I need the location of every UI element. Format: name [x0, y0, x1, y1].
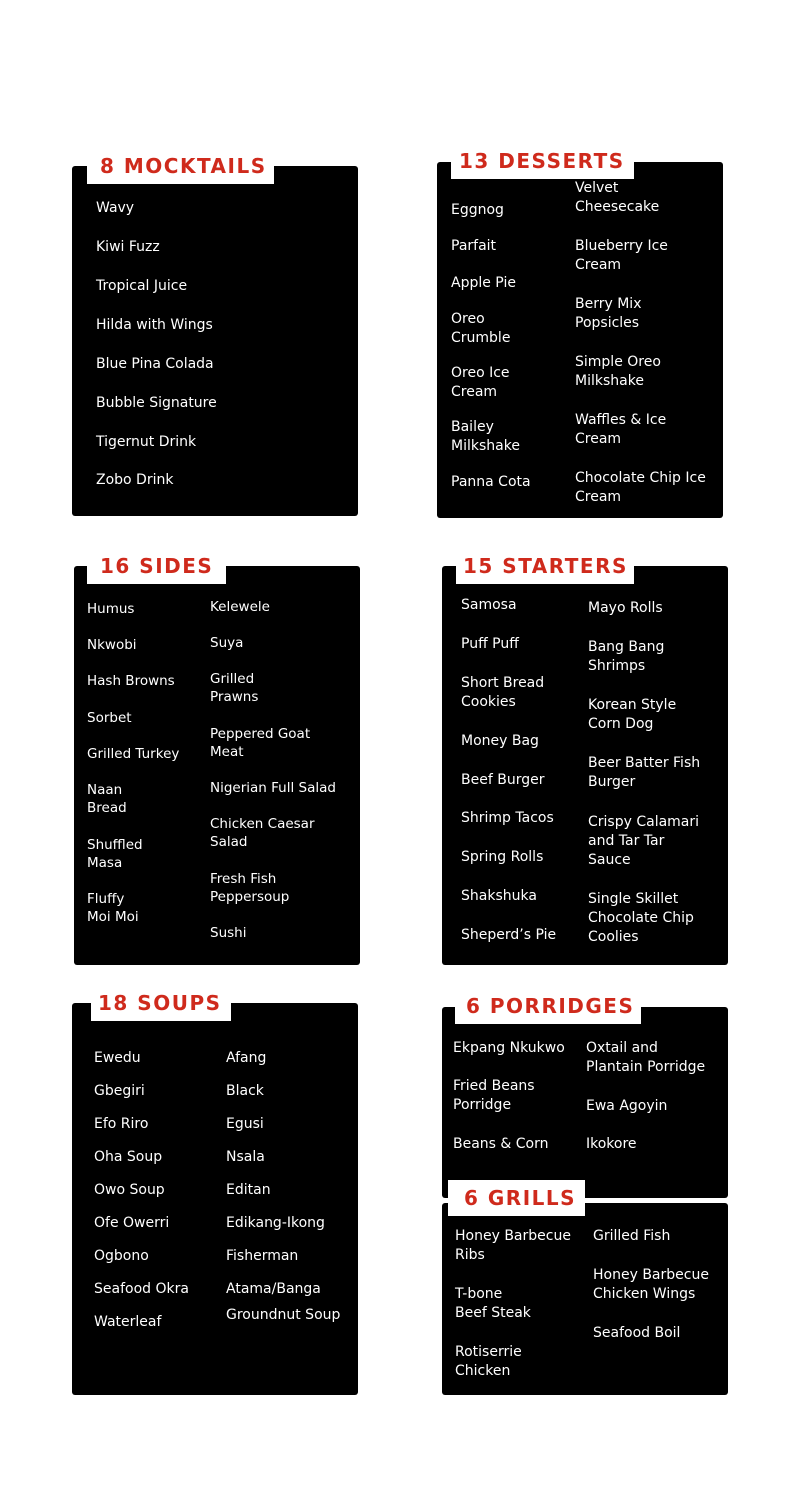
menu-item: Honey Barbecue Chicken Wings — [593, 1267, 709, 1302]
menu-item: Eggnog — [451, 202, 504, 218]
menu-item: Humus — [87, 601, 135, 617]
menu-item: Berry Mix Popsicles — [575, 296, 642, 331]
menu-item: Single Skillet Chocolate Chip Coolies — [588, 891, 694, 945]
porridges-title: 6 PORRIDGES — [455, 988, 641, 1024]
menu-item: Beer Batter Fish Burger — [588, 755, 701, 790]
menu-item: Bubble Signature — [96, 395, 217, 411]
menu-item: Honey Barbecue Ribs — [455, 1228, 571, 1263]
menu-item: Ogbono — [94, 1248, 149, 1264]
menu-item: Nsala — [226, 1149, 265, 1165]
menu-item: Parfait — [451, 238, 497, 254]
menu-item: Oha Soup — [94, 1149, 163, 1165]
menu-item: Seafood Okra — [94, 1281, 189, 1297]
menu-item: Nkwobi — [87, 637, 137, 653]
menu-item: Wavy — [96, 200, 135, 216]
mocktails-card — [72, 166, 358, 516]
menu-item: Oreo Crumble — [451, 311, 511, 346]
menu-item: Blueberry Ice Cream — [575, 238, 668, 273]
menu-item: T-bone Beef Steak — [455, 1286, 531, 1321]
menu-item: Shakshuka — [461, 888, 537, 904]
menu-item: Kelewele — [210, 599, 270, 615]
menu-item: Fried Beans Porridge — [453, 1078, 535, 1113]
menu-item: Editan — [226, 1182, 271, 1198]
menu-item: Grilled Fish — [593, 1228, 671, 1244]
grills-title: 6 GRILLS — [448, 1180, 585, 1216]
menu-item: Tropical Juice — [96, 278, 188, 294]
menu-item: Apple Pie — [451, 275, 516, 291]
menu-item: Short Bread Cookies — [461, 675, 545, 710]
menu-item: Fisherman — [226, 1248, 299, 1264]
menu-item: Atama/Banga — [226, 1281, 321, 1297]
menu-item: Grilled Prawns — [210, 671, 259, 705]
menu-item: Gbegiri — [94, 1083, 145, 1099]
menu-item: Oreo Ice Cream — [451, 365, 510, 400]
menu-item: Suya — [210, 635, 244, 651]
menu-item: Zobo Drink — [96, 472, 174, 488]
menu-item: Efo Riro — [94, 1116, 149, 1132]
menu-item: Shrimp Tacos — [461, 810, 554, 826]
menu-item: Groundnut Soup — [226, 1307, 341, 1323]
menu-item: Samosa — [461, 597, 517, 613]
menu-item: Chocolate Chip Ice Cream — [575, 470, 706, 505]
menu-item: Ewa Agoyin — [586, 1098, 668, 1114]
menu-item: Simple Oreo Milkshake — [575, 354, 661, 389]
menu-item: Korean Style Corn Dog — [588, 697, 677, 732]
menu-item: Owo Soup — [94, 1182, 165, 1198]
menu-item: Ekpang Nkukwo — [453, 1040, 565, 1056]
menu-item: Seafood Boil — [593, 1325, 681, 1341]
menu-item: Edikang-Ikong — [226, 1215, 325, 1231]
menu-item: Money Bag — [461, 733, 539, 749]
menu-item: Waffles & Ice Cream — [575, 412, 667, 447]
menu-item: Blue Pina Colada — [96, 356, 214, 372]
menu-item: Oxtail and Plantain Porridge — [586, 1040, 706, 1075]
menu-item: Hash Browns — [87, 673, 175, 689]
menu-item: Mayo Rolls — [588, 600, 663, 616]
menu-item: Bailey Milkshake — [451, 419, 520, 454]
menu-item: Spring Rolls — [461, 849, 544, 865]
menu-item: Beans & Corn — [453, 1136, 549, 1152]
menu-item: Fresh Fish Peppersoup — [210, 871, 290, 905]
menu-item: Puff Puff — [461, 636, 519, 652]
starters-title: 15 STARTERS — [456, 548, 634, 584]
menu-item: Chicken Caesar Salad — [210, 816, 315, 850]
menu-item: Nigerian Full Salad — [210, 780, 336, 796]
menu-item: Naan Bread — [87, 782, 127, 816]
mocktails-title: 8 MOCKTAILS — [87, 148, 274, 184]
menu-item: Afang — [226, 1050, 267, 1066]
desserts-title: 13 DESSERTS — [451, 143, 634, 179]
menu-item: Rotiserrie Chicken — [455, 1344, 522, 1379]
menu-item: Ofe Owerri — [94, 1215, 170, 1231]
menu-item: Waterleaf — [94, 1314, 162, 1330]
menu-item: Black — [226, 1083, 264, 1099]
menu-item: Kiwi Fuzz — [96, 239, 160, 255]
menu-item: Bang Bang Shrimps — [588, 639, 665, 674]
menu-item: Beef Burger — [461, 772, 545, 788]
menu-item: Velvet Cheesecake — [575, 180, 660, 215]
menu-item: Ewedu — [94, 1050, 141, 1066]
menu-item: Panna Cota — [451, 474, 531, 490]
menu-item: Tigernut Drink — [96, 434, 197, 450]
menu-item: Grilled Turkey — [87, 746, 180, 762]
menu-item: Sorbet — [87, 710, 132, 726]
menu-item: Ikokore — [586, 1136, 637, 1152]
menu-item: Hilda with Wings — [96, 317, 213, 333]
menu-item: Peppered Goat Meat — [210, 726, 311, 760]
menu-item: Sushi — [210, 925, 247, 941]
menu-item: Sheperd’s Pie — [461, 927, 557, 943]
menu-item: Crispy Calamari and Tar Tar Sauce — [588, 814, 700, 868]
sides-title: 16 SIDES — [87, 548, 226, 584]
soups-title: 18 SOUPS — [91, 985, 231, 1021]
menu-item: Shuffled Masa — [87, 837, 143, 871]
menu-item: Egusi — [226, 1116, 264, 1132]
menu-item: Fluffy Moi Moi — [87, 891, 139, 925]
